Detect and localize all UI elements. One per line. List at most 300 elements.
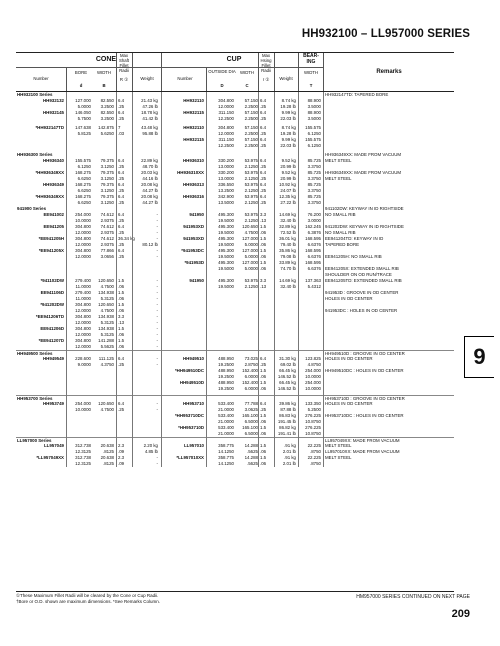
cone-radius-heading: R ①	[119, 77, 129, 82]
column-rule	[298, 92, 299, 467]
cell-T: 6.1250	[307, 143, 321, 148]
bore-symbol: d	[79, 83, 83, 88]
cell-wt: -	[156, 338, 158, 343]
cell-T: 22.225	[307, 443, 321, 448]
cell-d: 304.800	[75, 302, 91, 307]
cell-D: 19.5000	[218, 218, 234, 223]
cell-cnum: HH936316	[183, 194, 204, 199]
cell-R: 6.4	[118, 212, 125, 217]
cell-cnum: HH936310	[183, 158, 204, 163]
cell-R: 1.5	[118, 290, 125, 295]
cell-D: 19.5000	[218, 266, 234, 271]
cell-R: 6.4	[118, 401, 125, 406]
cell-r: 6.4	[260, 401, 267, 406]
cell-R: 1.5	[118, 338, 125, 343]
cell-T: 3.3750	[307, 200, 321, 205]
cell-r: 1.5	[260, 260, 267, 265]
cell-r: 1.5	[260, 425, 267, 430]
cell-cnum: HH936313	[183, 182, 204, 187]
cell-B: 5.3125	[100, 332, 114, 337]
cell-wt: 20.08 kg	[141, 194, 158, 199]
cell-wt: 43.48 kg	[141, 125, 158, 130]
cell-B: 79.375	[100, 170, 114, 175]
cell-B: 82.550	[100, 98, 114, 103]
cell-d: 12.0000	[75, 308, 91, 313]
cell-cwt: 32.40 lb	[280, 218, 296, 223]
cell-T: 168.595	[305, 260, 321, 265]
cell-r: 1.5	[260, 224, 267, 229]
cell-wt: 44.27 lb	[142, 200, 158, 205]
cell-D: 495.300	[218, 236, 234, 241]
remarks-heading: Remarks	[376, 69, 402, 75]
cell-D: 19.2500	[218, 386, 234, 391]
bore-heading: BORE	[74, 70, 88, 75]
cell-r: .25	[260, 143, 267, 148]
cup-number-heading: Number	[177, 76, 193, 81]
cell-C: 57.150	[244, 137, 258, 142]
cell-D: 12.0000	[218, 131, 234, 136]
cell-B: 2.9375	[100, 218, 114, 223]
cell-R: .25	[118, 164, 125, 169]
cell-cwt: 19.28 lb	[280, 131, 296, 136]
cell-T: 85.725	[307, 182, 321, 187]
cell-C: 2.2500	[244, 143, 258, 148]
cell-D: 12.0000	[218, 104, 234, 109]
cell-T: 88.900	[307, 110, 321, 115]
cell-cwt: 32.89 kg	[279, 224, 296, 229]
cell-B: 4.3750	[100, 362, 114, 367]
cell-T: .8750	[310, 461, 321, 466]
cell-rem: EE941204TD: KEYWAY IN ID	[325, 236, 384, 241]
cell-R: .25	[118, 104, 125, 109]
cell-cwt: 35.86 kg	[279, 248, 296, 253]
cell-r: .06	[260, 374, 267, 379]
cell-cwt: 12.35 kg	[279, 194, 296, 199]
cell-d: 12.0000	[75, 320, 91, 325]
cell-d: 5.7500	[77, 116, 91, 121]
cell-d: 6.1250	[77, 164, 91, 169]
cell-d: 279.400	[75, 290, 91, 295]
cell-d: 12.0000	[75, 242, 91, 247]
cell-R: .06	[118, 344, 125, 349]
cell-C: 2.1250	[244, 218, 258, 223]
cell-D: 13.0000	[218, 176, 234, 181]
cell-B: 79.375	[100, 194, 114, 199]
cell-cwt: 20.99 lb	[280, 164, 296, 169]
cell-B: 120.650	[98, 401, 114, 406]
cell-num: *EE941205H	[38, 236, 64, 241]
cell-d: 12.0000	[75, 254, 91, 259]
od-symbol: D	[220, 83, 224, 88]
cell-wt: -	[156, 218, 158, 223]
cell-num: *HH936349XX	[35, 194, 64, 199]
column-rule	[274, 92, 275, 467]
cell-cwt: 66.45 kg	[279, 380, 296, 385]
cell-R: .06	[118, 308, 125, 313]
column-rule	[323, 92, 324, 467]
cell-T: 10.0000	[305, 386, 321, 391]
cell-R: .09	[118, 449, 125, 454]
cell-wt: 80.12 lb	[142, 242, 158, 247]
cell-T: 85.725	[307, 194, 321, 199]
cell-d: 254.000	[75, 401, 91, 406]
cell-C: 6.5000	[244, 419, 258, 424]
cell-R: .25	[118, 407, 125, 412]
cell-cwt: 87.88 lb	[280, 407, 296, 412]
cell-B: 120.650	[98, 278, 114, 283]
cell-r: .25	[260, 200, 267, 205]
cell-cnum: *LL957010XX	[176, 455, 204, 460]
cell-B: 82.550	[100, 110, 114, 115]
cell-cnum: 941950	[189, 212, 204, 217]
cell-C: 2.2500	[244, 131, 258, 136]
cell-cwt: 24.07 lb	[280, 188, 296, 193]
cell-cwt: 33.89 kg	[279, 260, 296, 265]
cell-r: .06	[260, 242, 267, 247]
cell-r: .06	[260, 386, 267, 391]
cell-cwt: 22.03 lb	[280, 143, 296, 148]
cell-r: .06	[260, 254, 267, 259]
cell-D: 13.2500	[218, 188, 234, 193]
cell-r: .25	[260, 362, 267, 367]
cup-weight-heading: Weight	[279, 76, 293, 81]
cell-C: 120.650	[242, 224, 258, 229]
cell-r: 1.5	[260, 455, 267, 460]
cell-B: 3.0656	[100, 254, 114, 259]
cell-rem: HH932147TD: TAPERED BORE	[325, 92, 389, 97]
cell-wt: 41.42 lb	[142, 116, 158, 121]
series-label: HH949500 Series	[17, 351, 53, 356]
cell-r: .25	[260, 176, 267, 181]
cell-num: *LL957049XX	[36, 455, 64, 460]
cone-heading: CONE	[95, 56, 117, 63]
cell-D: 304.800	[218, 98, 234, 103]
cone-width-heading: WIDTH	[96, 70, 112, 75]
cell-d: 11.0000	[75, 296, 91, 301]
cell-T: 85.725	[307, 170, 321, 175]
cell-C: 2.1250	[244, 200, 258, 205]
cell-wt: -	[156, 455, 158, 460]
cell-T: 10.8750	[305, 419, 321, 424]
cell-num: EE941002	[43, 212, 64, 217]
cell-wt: 44.27 lb	[142, 188, 158, 193]
cell-d: 127.000	[75, 98, 91, 103]
cell-wt: 4.85 lb	[144, 449, 158, 454]
cell-B: 3.2500	[100, 104, 114, 109]
cell-rem: HH949510DC : HOLES IN OD CENTER	[325, 368, 404, 373]
cell-rem: HOLES IN OD CENTER	[325, 401, 373, 406]
cell-D: 14.1250	[218, 449, 234, 454]
cell-T: 155.575	[305, 137, 321, 142]
cell-C: 2.1250	[244, 284, 258, 289]
cell-C: 53.975	[244, 170, 258, 175]
cell-wt: 2.20 kg	[143, 443, 158, 448]
cup-width-heading: WIDTH	[239, 70, 255, 75]
cell-R: 6.4	[118, 110, 125, 115]
cell-r: 3.3	[260, 212, 267, 217]
cell-rem: HH949510D : GROOVE IN OD CENTER	[325, 351, 405, 356]
cell-cnum: HH932115	[183, 110, 204, 115]
cell-d: 228.600	[75, 356, 91, 361]
cell-cnum: *941953DC	[181, 248, 204, 253]
cell-B: 74.612	[100, 236, 114, 241]
cell-D: 533.400	[218, 401, 234, 406]
cell-cnum: *HH953710DC	[174, 413, 204, 418]
cell-R: .25	[118, 176, 125, 181]
cell-T: 3.5000	[307, 104, 321, 109]
cell-T: 3.5000	[307, 116, 321, 121]
cell-R: 6.4	[118, 248, 125, 253]
cell-R: .25	[118, 218, 125, 223]
cell-wt: 95.88 lb	[142, 131, 158, 136]
cell-T: 254.000	[305, 368, 321, 373]
cell-T: 133.350	[305, 401, 321, 406]
cell-wt: -	[156, 224, 158, 229]
cell-C: 2.2500	[244, 116, 258, 121]
cell-wt: -	[156, 236, 158, 241]
cell-wt: 21.43 kg	[141, 98, 158, 103]
cell-d: 254.000	[75, 212, 91, 217]
cell-d: 5.8125	[77, 131, 91, 136]
cell-B: 79.375	[100, 158, 114, 163]
cell-D: 19.5000	[218, 230, 234, 235]
cell-T: 6.3876	[307, 230, 321, 235]
cell-T: 4.8750	[307, 362, 321, 367]
cell-rem: HH936349XX: MADE FROM VACUUM	[325, 152, 402, 157]
cell-d: 312.738	[75, 455, 91, 460]
cell-wt: -	[156, 356, 158, 361]
cell-r: .25	[260, 188, 267, 193]
cell-d: 6.6250	[77, 200, 91, 205]
cell-D: 330.200	[218, 158, 234, 163]
cell-C: 53.975	[244, 278, 258, 283]
cell-cnum: LL957010	[183, 443, 204, 448]
cell-num: *EE941207D	[38, 338, 64, 343]
cone-number-heading: Number	[33, 76, 49, 81]
cell-rem: MELT STEEL	[325, 443, 352, 448]
cell-d: 11.0000	[75, 284, 91, 289]
cell-D: 12.2500	[218, 143, 234, 148]
cell-T: 6.6376	[307, 266, 321, 271]
cell-R: .06	[118, 332, 125, 337]
cell-num: *941102DW	[40, 278, 64, 283]
cell-T: 3.0000	[307, 218, 321, 223]
cell-C: .5625	[247, 449, 258, 454]
cell-C: 127.000	[242, 248, 258, 253]
cell-cnum: 941953XD	[183, 224, 204, 229]
cell-rem: EE941205H: NO SMALL RIB	[325, 254, 382, 259]
cell-r: 1.5	[260, 368, 267, 373]
cell-R: .25	[118, 362, 125, 367]
cell-D: 21.0000	[218, 431, 234, 436]
cell-cwt: 66.45 kg	[279, 368, 296, 373]
cell-T: 254.000	[305, 380, 321, 385]
cell-T: 10.8750	[305, 431, 321, 436]
cell-r: .13	[260, 218, 267, 223]
cell-C: 2.1250	[244, 164, 258, 169]
cell-cwt: 22.03 lb	[280, 116, 296, 121]
cell-B: 142.875	[98, 125, 114, 130]
cell-rem: HOLES IN OD CENTER	[325, 296, 373, 301]
cell-cnum: HH936310XX	[177, 170, 204, 175]
cell-num: HH949549	[43, 356, 64, 361]
cell-B: 3.1250	[100, 176, 114, 181]
cell-d: 12.3125	[75, 461, 91, 466]
cell-d: 304.800	[75, 314, 91, 319]
cell-B: 5.3125	[100, 296, 114, 301]
cell-r: .25	[260, 116, 267, 121]
cell-num: HH932132	[43, 98, 64, 103]
cell-r: 1.5	[260, 236, 267, 241]
cell-cwt: 191.41 lb	[277, 431, 296, 436]
cell-r: 6.4	[260, 98, 267, 103]
cup-heading: CUP	[226, 56, 242, 63]
cell-num: HH936340	[43, 158, 64, 163]
cell-C: 4.7500	[244, 230, 258, 235]
cell-wt: -	[156, 461, 158, 466]
table-header	[16, 52, 454, 92]
cell-C: 53.975	[244, 158, 258, 163]
cell-B: 3.2500	[100, 116, 114, 121]
cell-d: 168.275	[75, 182, 91, 187]
cell-R: 7	[118, 125, 121, 130]
cell-wt: -	[156, 362, 158, 367]
cell-num: EE941205	[43, 224, 64, 229]
cell-T: 276.225	[305, 425, 321, 430]
cone-width-symbol: B	[102, 83, 106, 88]
cell-D: 19.5000	[218, 284, 234, 289]
cell-r: 6.4	[260, 182, 267, 187]
cell-rem: HH953710DC : HOLES IN OD CENTER	[325, 413, 404, 418]
cell-D: 13.0000	[218, 164, 234, 169]
cell-r: .06	[260, 230, 267, 235]
cell-T: 168.595	[305, 248, 321, 253]
cell-T: 3.3750	[307, 164, 321, 169]
cell-d: 304.800	[75, 236, 91, 241]
cell-T: 5.2500	[307, 407, 321, 412]
cell-rem: NO SMALL RIB	[325, 230, 356, 235]
bearing-table	[16, 52, 454, 467]
cell-R: 6.4	[118, 356, 125, 361]
cell-wt: -	[156, 308, 158, 313]
cell-r: 1.5	[260, 443, 267, 448]
footnotes	[16, 593, 160, 605]
column-rule	[116, 92, 117, 467]
cell-d: 168.275	[75, 194, 91, 199]
footnote-remarks: †Bore or O.D. shown are maximum dimensions. *See Remarks Column.	[16, 599, 161, 604]
cell-D: 21.0000	[218, 419, 234, 424]
cell-R: 3.3	[118, 314, 125, 319]
cell-B: 74.612	[100, 224, 114, 229]
cell-C: 77.788	[244, 401, 258, 406]
cell-cnum: HH953710	[183, 401, 204, 406]
cell-r: 1.5	[260, 248, 267, 253]
cell-D: 495.300	[218, 224, 234, 229]
table-row	[16, 461, 454, 467]
cell-r: 6.4	[260, 110, 267, 115]
cell-T: 76.200	[307, 212, 321, 217]
cell-cnum: 941953XD	[183, 236, 204, 241]
column-rule	[258, 92, 259, 467]
cell-r: 6.4	[260, 194, 267, 199]
cell-C: 5.0000	[244, 254, 258, 259]
cell-D: 14.1250	[218, 461, 234, 466]
cell-cwt: 69.02 lb	[280, 362, 296, 367]
cell-r: 6.4	[260, 137, 267, 142]
cell-R: 2.3	[118, 455, 125, 460]
cell-d: 5.0000	[77, 104, 91, 109]
cell-R: .03	[118, 131, 125, 136]
cell-R: 6.4	[118, 224, 125, 229]
cell-C: .5625	[247, 461, 258, 466]
cell-D: 12.2500	[218, 116, 234, 121]
cell-r: .25	[260, 407, 267, 412]
cell-cwt: 9.52 kg	[281, 170, 296, 175]
cell-C: 6.5000	[244, 431, 258, 436]
cell-cwt: 32.40 lb	[280, 284, 296, 289]
cell-rem: 941102DW: KEYWAY IN ID RIGHTSIDE	[325, 206, 404, 211]
cell-D: 533.400	[218, 425, 234, 430]
cell-B: 3.1250	[100, 188, 114, 193]
cell-r: 6.4	[260, 158, 267, 163]
footnote-fillet: ①These Maximum Fillet Radii will be cleared by the Cone or Cup Radii.	[16, 593, 159, 598]
cell-rem: HH953710D : GROOVE IN OD CENTER	[325, 396, 405, 401]
cell-B: 4.7500	[100, 308, 114, 313]
cell-C: 152.400	[242, 368, 258, 373]
cell-C: 3.0625	[244, 407, 258, 412]
cell-R: .09	[118, 461, 125, 466]
cell-T: 162.245	[305, 224, 321, 229]
cell-T: 6.6376	[307, 254, 321, 259]
series-label: 941900 Series	[17, 206, 47, 211]
cell-d: 312.738	[75, 443, 91, 448]
cell-cwt: 31.30 kg	[279, 356, 296, 361]
cell-D: 342.900	[218, 194, 234, 199]
cell-C: 57.150	[244, 125, 258, 130]
cell-C: 5.0000	[244, 242, 258, 247]
cell-num: *941202DW	[40, 302, 64, 307]
cell-D: 19.2500	[218, 374, 234, 379]
cell-wt: -	[156, 401, 158, 406]
cell-T: 155.575	[305, 125, 321, 130]
cell-cwt: 39.86 kg	[279, 401, 296, 406]
cell-num: LL957049	[43, 443, 64, 448]
column-rule	[161, 92, 162, 467]
cell-rem: 941953D : GROOVE IN OD CENTER	[325, 290, 399, 295]
cell-R: 1.5	[118, 278, 125, 283]
cell-B: 4.7500	[100, 284, 114, 289]
cell-rem: LL957010XX: MADE FROM VACUUM	[325, 449, 400, 454]
cell-D: 304.800	[218, 125, 234, 130]
cell-wt: -	[156, 248, 158, 253]
cell-cwt: 74.70 lb	[280, 266, 296, 271]
cell-wt: 44.16 lb	[142, 176, 158, 181]
cell-cwt: 146.52 lb	[277, 374, 296, 379]
bearing-heading: BEAR- ING	[303, 53, 319, 65]
cell-d: 279.400	[75, 278, 91, 283]
cell-rem: SHOULDER ON OD RUN/TRACE	[325, 272, 392, 277]
cell-r: 1.5	[260, 380, 267, 385]
cell-R: 6.4	[118, 194, 125, 199]
bearing-width-symbol: T	[309, 83, 313, 88]
cell-D: 488.950	[218, 380, 234, 385]
cell-r: .25	[260, 131, 267, 136]
cell-wt: -	[156, 296, 158, 301]
cell-num: HH936349	[43, 182, 64, 187]
cell-B: 134.938	[98, 290, 114, 295]
cell-T: 5.4312	[307, 284, 321, 289]
cell-rem: HH936349XX: MADE FROM VACUUM	[325, 170, 402, 175]
